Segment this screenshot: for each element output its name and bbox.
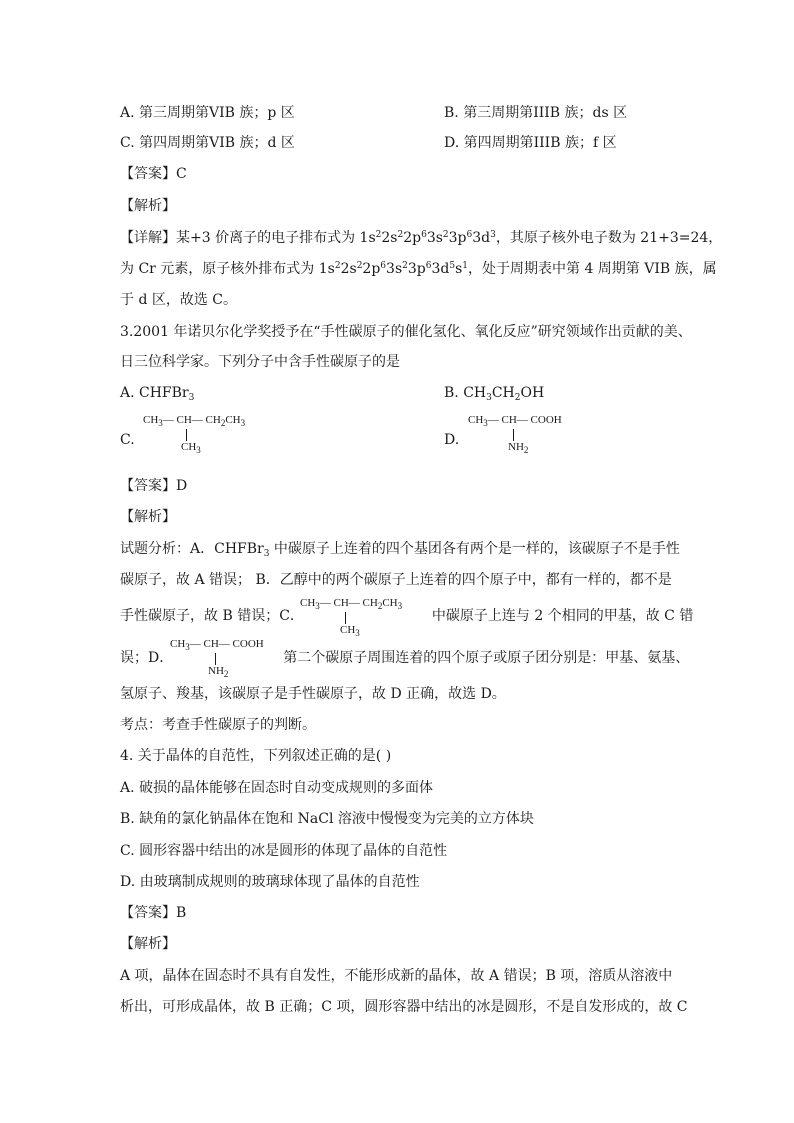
q4-option-a: A. 破损的晶体能够在固态时自动变成规则的多面体: [120, 780, 434, 796]
q3-option-d-label: D.: [444, 432, 460, 448]
q3-answer: 【答案】D: [120, 478, 188, 494]
q3-analysis-label: 【解析】: [120, 509, 176, 525]
q3-explanation-line-3: 手性碳原子，故 B 错误；C． 中碳原子上连与 2 个相同的甲基，故 C 错: [120, 608, 694, 624]
q3-option-c-label: C.: [120, 432, 135, 448]
q3-option-b: B. $CH_3CH_2OH$: [444, 385, 545, 403]
structure-alanine: $CH_3—$ CH— COOH $NH_2$: [468, 414, 562, 455]
q3-stem-line-2: 日三位科学家。下列分子中含手性碳原子的是: [120, 354, 400, 370]
structure-2-methylbutane-inline: $CH_3—$ CH— $CH_2CH_3$ $CH_3$: [300, 597, 403, 638]
q3-kaodian: 考点：考查手性碳原子的判断。: [120, 717, 316, 733]
structure-2-methylbutane: $CH_3—$ CH— $CH_2CH_3$ $CH_3$: [143, 414, 246, 455]
q2-answer: 【答案】C: [120, 166, 187, 182]
q3-stem-line-1: 3.2001 年诺贝尔化学奖授予在“手性碳原子的催化氢化、氧化反应”研究领域作出贡献的美、: [120, 324, 692, 340]
q4-stem: 4. 关于晶体的自范性，下列叙述正确的是( ): [120, 748, 392, 764]
q2-detail-line-2: 为 Cr 元素，原子核外排布式为 $1s^22s^22p^63s^23p^63d^5s^1$，处于周期表中第 4 周期第 VIB 族，属: [120, 261, 717, 277]
q2-option-d: D. 第四周期第IIIB 族；f 区: [444, 135, 617, 151]
q4-option-c: C. 圆形容器中结出的冰是圆形的体现了晶体的自范性: [120, 843, 448, 859]
q2-option-b: B. 第三周期第IIIB 族；ds 区: [444, 105, 628, 121]
structure-alanine-inline: $CH_3—$ CH— COOH $NH_2$: [170, 638, 264, 679]
q2-analysis-label: 【解析】: [120, 198, 176, 214]
q2-option-c: C. 第四周期第VIB 族；d 区: [120, 135, 295, 151]
q4-analysis-label: 【解析】: [120, 936, 176, 952]
q4-option-b: B. 缺角的氯化钠晶体在饱和 NaCl 溶液中慢慢变为完美的立方体块: [120, 811, 534, 827]
q3-explanation-line-1: 试题分析：A．CHFBr$_3$ 中碳原子上连着的四个基团各有两个是一样的，该碳原子不是手性: [120, 541, 680, 559]
q3-explanation-line-5: 氢原子、羧基，该碳原子是手性碳原子，故 D 正确，故选 D。: [120, 686, 506, 702]
q2-option-a: A. 第三周期第VIB 族；p 区: [120, 105, 295, 121]
q4-explanation-line-2: 析出，可形成晶体，故 B 正确；C 项，圆形容器中结出的冰是圆形，不是自发形成的，故 C: [120, 999, 688, 1015]
q3-explanation-line-4: 误；D． 第二个碳原子周围连着的四个原子或原子团分别是：甲基、氨基、: [120, 650, 690, 666]
q4-answer: 【答案】B: [120, 905, 187, 921]
q3-option-a: A. CHFBr$_3$: [120, 385, 195, 403]
q2-detail-line-1: 【详解】某+3 价离子的电子排布式为 $1s^22s^22p^63s^23p^63d^3$，其原子核外电子数为 21+3=24，: [120, 230, 723, 246]
q4-option-d: D. 由玻璃制成规则的玻璃球体现了晶体的自范性: [120, 874, 420, 890]
q4-explanation-line-1: A 项，晶体在固态时不具有自发性，不能形成新的晶体，故 A 错误；B 项，溶质从溶液中: [120, 968, 673, 984]
q3-explanation-line-2: 碳原子，故 A 错误； B．乙醇中的两个碳原子上连着的四个原子中，都有一样的，都不是: [120, 572, 672, 588]
q2-detail-line-3: 于 d 区，故选 C。: [120, 292, 238, 308]
